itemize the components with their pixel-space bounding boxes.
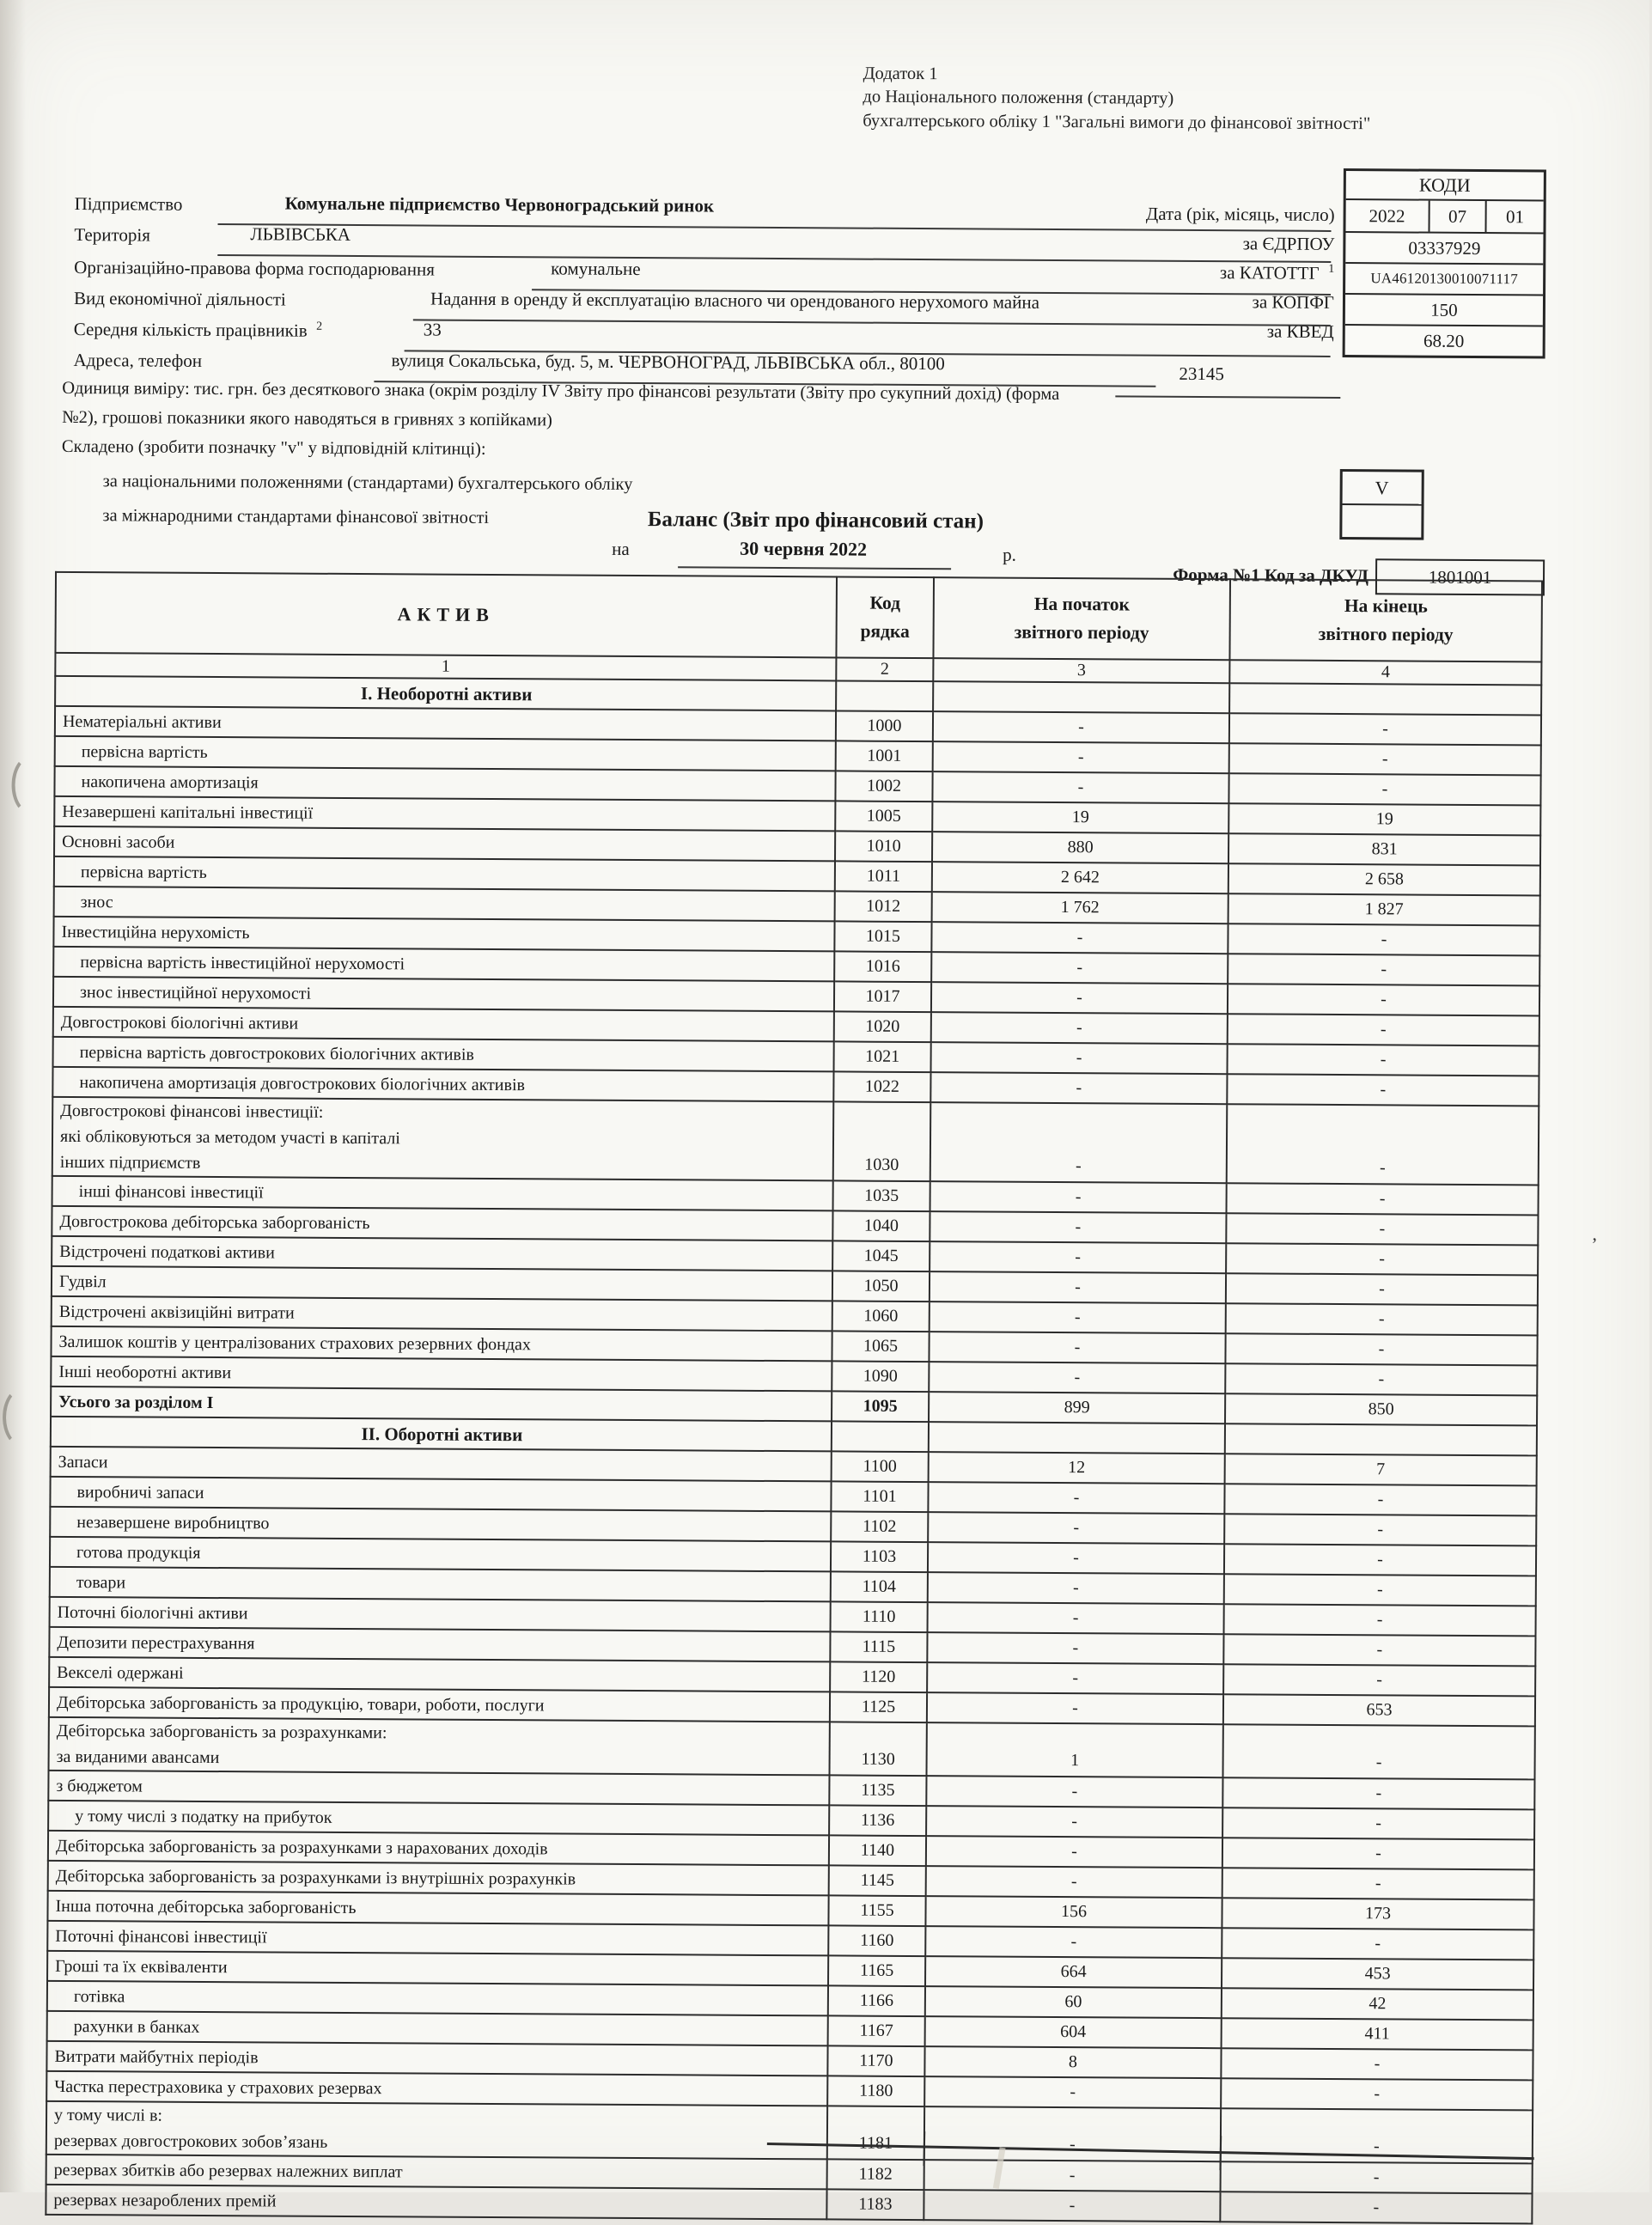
row-value-period-end: 42	[1222, 1988, 1533, 2020]
codes-date-row	[1345, 200, 1543, 234]
row-code: 1021	[834, 1041, 931, 1072]
annex-line: до Національного положення (стандарту)	[863, 88, 1174, 109]
row-label: Довгострокова дебіторська заборгованість	[52, 1206, 832, 1241]
row-label: первісна вартість довгострокових біологічних активів	[53, 1037, 834, 1072]
row-value-period-end: -	[1227, 1183, 1539, 1215]
date-underline	[678, 566, 951, 570]
row-value-period-start: 60	[925, 1986, 1222, 2018]
row-code: 1010	[835, 831, 932, 862]
row-value-period-end: 2 658	[1228, 863, 1540, 895]
row-value-period-end: -	[1220, 2191, 1532, 2223]
row-code: 1120	[830, 1661, 927, 1692]
katottg-code: UA46120130010071117	[1345, 264, 1543, 296]
activity-label: Вид економічної діяльності	[73, 288, 286, 310]
row-value-period-start: -	[932, 771, 1228, 803]
table-row	[49, 1717, 1535, 1780]
row-label: готівка	[47, 1981, 828, 2016]
row-code: 1005	[835, 801, 932, 832]
row-value-period-end: -	[1222, 1807, 1534, 1839]
row-value-period-start: -	[931, 982, 1228, 1014]
row-label: первісна вартість	[55, 736, 836, 771]
row-value-period-start: -	[928, 1542, 1224, 1574]
row-code: 1100	[832, 1451, 929, 1482]
row-code: 1017	[834, 981, 931, 1012]
row-code: 1182	[827, 2159, 924, 2190]
empty-cell	[929, 1422, 1225, 1454]
row-value-period-end: 850	[1225, 1393, 1537, 1425]
row-label: резервах збитків або резервах належних виплат	[46, 2155, 827, 2190]
row-label: Дебіторська заборгованість за розрахунками з нарахованих доходів	[48, 1831, 829, 1866]
table-row	[52, 1097, 1539, 1186]
row-code: 1140	[829, 1835, 926, 1866]
row-code: 1101	[831, 1481, 928, 1512]
report-date-value: 30 червня 2022	[740, 537, 868, 560]
row-value-period-end: -	[1223, 1664, 1535, 1696]
row-value-period-end: 173	[1222, 1898, 1533, 1929]
row-value-period-end: 831	[1228, 833, 1540, 865]
phone-value: 23145	[1179, 363, 1225, 385]
row-value-period-end: -	[1224, 1574, 1536, 1606]
row-value-period-end: -	[1228, 954, 1539, 985]
row-code: 1130	[830, 1722, 927, 1776]
row-label: з бюджетом	[48, 1771, 829, 1806]
date-day: 01	[1506, 206, 1525, 228]
report-date-on: на	[612, 538, 630, 559]
row-value-period-start: -	[926, 1866, 1222, 1898]
row-label: Усього за розділом I	[51, 1387, 832, 1422]
row-value-period-end: -	[1226, 1273, 1538, 1305]
territory-label: Територія	[74, 224, 150, 246]
row-code: 1167	[828, 2015, 925, 2046]
row-code: 1090	[832, 1361, 929, 1392]
row-value-period-start: -	[930, 1211, 1226, 1243]
row-value-period-end: -	[1222, 1724, 1534, 1779]
row-value-period-end: -	[1224, 1484, 1536, 1515]
row-label: інші фінансові інвестиції	[52, 1176, 833, 1211]
row-value-period-end: 453	[1222, 1958, 1533, 1990]
column-number: 1	[55, 653, 836, 681]
row-value-period-start: 1	[927, 1722, 1223, 1777]
scan-curl-artifact	[3, 1387, 42, 1448]
row-value-period-start: -	[930, 1072, 1227, 1104]
row-code: 1155	[828, 1895, 925, 1926]
kved-label: за КВЕД	[1266, 320, 1334, 342]
employees-footnote: 2	[316, 320, 323, 333]
row-value-period-end: 7	[1225, 1454, 1537, 1485]
report-title: Баланс (Звіт про фінансовий стан)	[647, 508, 984, 533]
row-value-period-start: -	[928, 1482, 1224, 1514]
row-label: Основні засоби	[54, 826, 835, 862]
row-value-period-start: -	[930, 1241, 1226, 1273]
row-label: Довгострокові біологічні активи	[53, 1007, 834, 1042]
row-value-period-end: -	[1225, 1333, 1537, 1365]
row-value-period-start: -	[933, 741, 1229, 773]
annex-line: бухгалтерського обліку 1 "Загальні вимоги до фінансової звітності"	[863, 111, 1371, 134]
row-code: 1040	[832, 1210, 930, 1241]
company-value: Комунальне підприємство Червоноградський ринок	[284, 192, 715, 216]
row-code: 1045	[832, 1241, 930, 1271]
empty-cell	[832, 1421, 929, 1452]
row-label: резервах незароблених премій	[46, 2185, 826, 2220]
row-code: 1035	[833, 1180, 930, 1211]
scan-curl-artifact	[11, 755, 51, 815]
row-code: 1125	[830, 1692, 927, 1722]
row-code: 1022	[833, 1071, 930, 1102]
row-value-period-end: -	[1227, 1044, 1539, 1076]
row-label: товари	[50, 1567, 831, 1602]
row-label: Депозити перестрахування	[49, 1627, 830, 1662]
row-code: 1145	[829, 1865, 926, 1896]
annex-line: Додаток 1	[863, 64, 938, 84]
row-label: знос інвестиційної нерухомості	[53, 977, 834, 1012]
row-label: Дебіторська заборгованість за продукцію, товари, роботи, послуги	[49, 1687, 830, 1722]
kved-code: 68.20	[1423, 330, 1465, 351]
row-label: накопичена амортизація	[54, 766, 835, 802]
row-label: Витрати майбутніх періодів	[46, 2041, 827, 2076]
row-label: Відстрочені аквізиційні витрати	[52, 1296, 832, 1332]
row-value-period-end: -	[1221, 2108, 1533, 2163]
employees-value: 33	[423, 319, 442, 340]
kopfg-label: за КОПФГ	[1252, 291, 1335, 313]
row-code: 1095	[832, 1391, 929, 1422]
row-value-period-start: 604	[925, 2016, 1222, 2048]
row-label: знос	[54, 887, 835, 922]
row-code: 1104	[831, 1571, 928, 1602]
row-value-period-end: 1 827	[1228, 893, 1540, 925]
row-value-period-end: -	[1228, 924, 1539, 955]
row-value-period-end: 653	[1223, 1694, 1535, 1726]
row-value-period-end: -	[1224, 1604, 1536, 1636]
row-label: первісна вартість	[54, 856, 835, 892]
row-value-period-start: 12	[929, 1452, 1225, 1484]
row-label: Інші необоротні активи	[51, 1356, 832, 1392]
row-code: 1135	[829, 1775, 926, 1806]
row-value-period-start: 899	[929, 1392, 1225, 1423]
row-code: 1136	[829, 1805, 926, 1836]
row-value-period-end: 411	[1222, 2018, 1533, 2050]
empty-cell	[933, 681, 1229, 713]
row-label: Інша поточна дебіторська заборгованість	[47, 1891, 828, 1926]
annex-note	[863, 63, 1464, 137]
row-code: 1030	[833, 1101, 931, 1181]
activity-value: Надання в оренду й експлуатацію власного чи орендованого нерухомого майна	[430, 288, 1040, 313]
row-code: 1102	[831, 1511, 928, 1542]
address-value: вулиця Сокальська, буд. 5, м. ЧЕРВОНОГРАД, ЛЬВІВСЬКА обл., 80100	[391, 350, 945, 375]
codes-box-title: КОДИ	[1346, 171, 1544, 201]
row-value-period-end: -	[1222, 1838, 1534, 1869]
column-header-code: Код рядка	[836, 576, 934, 658]
scan-speck-artifact: ’	[1591, 1233, 1598, 1255]
row-value-period-end: -	[1226, 1213, 1538, 1245]
row-value-period-start: 1 762	[932, 892, 1228, 924]
row-code: 1002	[835, 771, 932, 802]
unit-note-line2: №2), грошові показники якого наводяться в гривнях з копійками)	[62, 407, 552, 430]
row-code: 1000	[836, 710, 933, 741]
legal-form-label: Організаційно-правова форма господарювання	[74, 257, 436, 280]
section-title: ІІ. Оборотні активи	[51, 1417, 832, 1452]
row-label: Поточні біологічні активи	[50, 1597, 831, 1632]
column-header-period-start: На початок звітного періоду	[933, 577, 1230, 660]
row-value-period-start: -	[929, 1332, 1225, 1363]
standard-national-label: за національними положеннями (стандартами) бухгалтерського обліку	[102, 472, 633, 494]
row-value-period-end: -	[1221, 2161, 1533, 2193]
row-value-period-end: -	[1222, 1868, 1534, 1899]
row-code: 1001	[836, 741, 933, 771]
empty-cell	[1225, 1423, 1537, 1455]
row-code: 1065	[832, 1331, 929, 1362]
row-value-period-start: 8	[924, 2046, 1221, 2078]
row-code: 1115	[830, 1631, 927, 1662]
katottg-label: за КАТОТТГ $^1$	[1219, 262, 1335, 283]
row-value-period-start: -	[930, 1301, 1226, 1333]
row-code: 1170	[827, 2045, 924, 2076]
row-label: Частка перестраховика у страхових резервах	[46, 2071, 827, 2106]
row-code: 1181	[827, 2106, 924, 2160]
date-year: 2022	[1345, 200, 1429, 232]
field-underline	[1115, 395, 1340, 399]
edrpou-code: 03337929	[1345, 233, 1543, 265]
row-code: 1012	[835, 891, 932, 922]
row-label: Векселі одержані	[49, 1657, 830, 1692]
date-label: Дата (рік, місяць, число)	[1145, 203, 1335, 225]
row-value-period-end: -	[1222, 1928, 1533, 1960]
row-label: Поточні фінансові інвестиції	[47, 1921, 828, 1956]
row-label: Гудвіл	[52, 1266, 832, 1301]
unit-note-line1: Одиниця виміру: тис. грн. без десяткового знака (окрім розділу IV Звіту про фінансові результати (Звіту про сукупний дохід) (форма	[62, 378, 1060, 405]
row-value-period-start: -	[928, 1512, 1224, 1544]
row-label: накопичена амортизація довгострокових біологічних активів	[52, 1067, 833, 1102]
row-label: Дебіторська заборгованість за розрахунками: за виданими авансами	[49, 1717, 830, 1776]
row-value-period-start: -	[931, 1012, 1228, 1044]
column-header-aktiv: АКТИВ	[55, 572, 837, 658]
row-code: 1180	[827, 2076, 924, 2106]
row-value-period-end: -	[1228, 984, 1539, 1015]
row-value-period-start: -	[924, 2190, 1220, 2222]
standard-international-label: за міжнародними стандартами фінансової звітності	[102, 506, 490, 527]
row-label: первісна вартість інвестиційної нерухомості	[53, 947, 834, 982]
row-code: 1020	[834, 1011, 931, 1042]
row-value-period-start: -	[926, 1806, 1222, 1838]
column-number: 4	[1229, 660, 1541, 685]
row-value-period-start: -	[927, 1662, 1223, 1694]
row-label: виробничі запаси	[50, 1477, 831, 1512]
row-value-period-start: -	[931, 922, 1228, 954]
row-value-period-start: 156	[925, 1896, 1222, 1928]
column-number: 2	[836, 657, 933, 681]
compiled-label: Складено (зробити позначку "v" у відповідній клітинці):	[61, 436, 486, 459]
kopfg-code: 150	[1345, 295, 1543, 326]
employees-label: Середня кількість працівників $^2$	[73, 319, 323, 341]
row-code: 1110	[831, 1601, 928, 1632]
row-value-period-end: -	[1229, 713, 1541, 745]
field-underline	[413, 319, 1331, 326]
row-code: 1016	[834, 951, 931, 982]
row-code: 1015	[834, 921, 931, 952]
address-label: Адреса, телефон	[73, 350, 203, 371]
row-value-period-end: -	[1226, 1243, 1538, 1275]
row-label: рахунки в банках	[47, 2011, 828, 2046]
territory-value: ЛЬВІВСЬКА	[250, 223, 351, 245]
row-value-period-start: -	[931, 1042, 1228, 1074]
row-value-period-start: -	[926, 1776, 1222, 1807]
row-value-period-end: -	[1226, 1303, 1538, 1335]
column-header-period-end: На кінець звітного періоду	[1229, 579, 1542, 661]
row-label: Незавершені капітальні інвестиції	[54, 796, 835, 832]
international-standards-mark	[1342, 505, 1421, 538]
row-value-period-start: 880	[932, 832, 1228, 863]
form-code-value: 1801001	[1375, 558, 1545, 595]
row-value-period-end: -	[1228, 773, 1540, 805]
row-value-period-end: -	[1224, 1544, 1536, 1576]
row-label: Гроші та їх еквіваленти	[47, 1951, 828, 1986]
row-value-period-start: 19	[932, 802, 1228, 833]
row-value-period-end: -	[1228, 1014, 1539, 1045]
national-standards-mark: V	[1343, 472, 1422, 506]
row-value-period-start: -	[930, 1271, 1226, 1303]
row-code: 1166	[828, 1985, 925, 2016]
row-value-period-end: 19	[1228, 803, 1540, 835]
row-value-period-start: -	[927, 1692, 1223, 1724]
row-label: Дебіторська заборгованість за розрахунками із внутрішніх розрахунків	[48, 1861, 829, 1896]
row-value-period-start: 664	[925, 1956, 1222, 1988]
row-value-period-start: -	[929, 1362, 1225, 1393]
row-value-period-start: -	[927, 1632, 1223, 1664]
row-label: у тому числі з податку на прибуток	[48, 1801, 829, 1836]
row-value-period-end: -	[1221, 2078, 1533, 2110]
row-value-period-start: -	[928, 1602, 1224, 1634]
section-title: І. Необоротні активи	[55, 676, 836, 711]
balance-table	[45, 571, 1543, 2225]
report-date-suffix: р.	[1003, 544, 1017, 565]
row-value-period-start: -	[925, 1926, 1222, 1958]
row-value-period-end: -	[1221, 2048, 1533, 2080]
row-code: 1011	[835, 861, 932, 892]
row-label: готова продукція	[50, 1537, 831, 1572]
row-value-period-end: -	[1227, 1074, 1539, 1106]
row-value-period-end: -	[1227, 1104, 1539, 1185]
row-value-period-start: -	[930, 1102, 1228, 1183]
row-value-period-start: -	[930, 1181, 1227, 1213]
codes-box	[1343, 168, 1546, 358]
legal-form-value: комунальне	[551, 258, 641, 280]
balance-table-body	[46, 676, 1541, 2224]
row-label: незавершене виробництво	[50, 1507, 831, 1542]
row-label: Залишок коштів у централізованих страхових резервних фондах	[51, 1326, 832, 1362]
date-month: 07	[1429, 201, 1486, 232]
row-value-period-end: -	[1223, 1634, 1535, 1666]
column-number: 3	[933, 658, 1229, 683]
row-label: у тому числі в: резервах довгострокових зобов’язань	[46, 2101, 827, 2160]
row-value-period-start: -	[924, 2160, 1221, 2191]
row-value-period-start: -	[933, 711, 1229, 743]
row-value-period-start: -	[924, 2076, 1221, 2108]
row-label: Запаси	[51, 1447, 832, 1482]
row-code: 1060	[832, 1301, 930, 1332]
row-value-period-end: -	[1222, 1777, 1534, 1809]
form-code-label: Форма №1 Код за ДКУД	[1173, 564, 1369, 587]
row-value-period-start: 2 642	[932, 862, 1228, 893]
standards-checkbox	[1339, 469, 1423, 540]
row-code: 1050	[832, 1271, 930, 1301]
row-value-period-start: -	[926, 1836, 1222, 1868]
row-label: Довгострокові фінансові інвестиції: які обліковуються за методом участі в капіталі інших підприємств	[52, 1097, 834, 1181]
row-code: 1103	[831, 1541, 928, 1572]
row-label: Інвестиційна нерухомість	[53, 917, 834, 952]
row-code: 1183	[826, 2189, 924, 2220]
row-value-period-end: -	[1229, 743, 1541, 775]
row-label: Нематеріальні активи	[55, 706, 836, 741]
katottg-footnote: 1	[1328, 262, 1335, 276]
company-label: Підприємство	[74, 193, 183, 215]
row-code: 1160	[828, 1925, 925, 1956]
row-code: 1165	[828, 1955, 925, 1986]
empty-cell	[836, 680, 933, 711]
table-header-row	[55, 572, 1542, 662]
row-value-period-start: -	[924, 2106, 1221, 2161]
row-value-period-end: -	[1224, 1514, 1536, 1545]
empty-cell	[1229, 683, 1541, 715]
row-label: Відстрочені податкові активи	[52, 1236, 832, 1271]
edrpou-label: за ЄДРПОУ	[1242, 233, 1335, 254]
row-value-period-end: -	[1225, 1363, 1537, 1395]
row-value-period-start: -	[931, 952, 1228, 984]
row-value-period-start: -	[928, 1572, 1224, 1604]
